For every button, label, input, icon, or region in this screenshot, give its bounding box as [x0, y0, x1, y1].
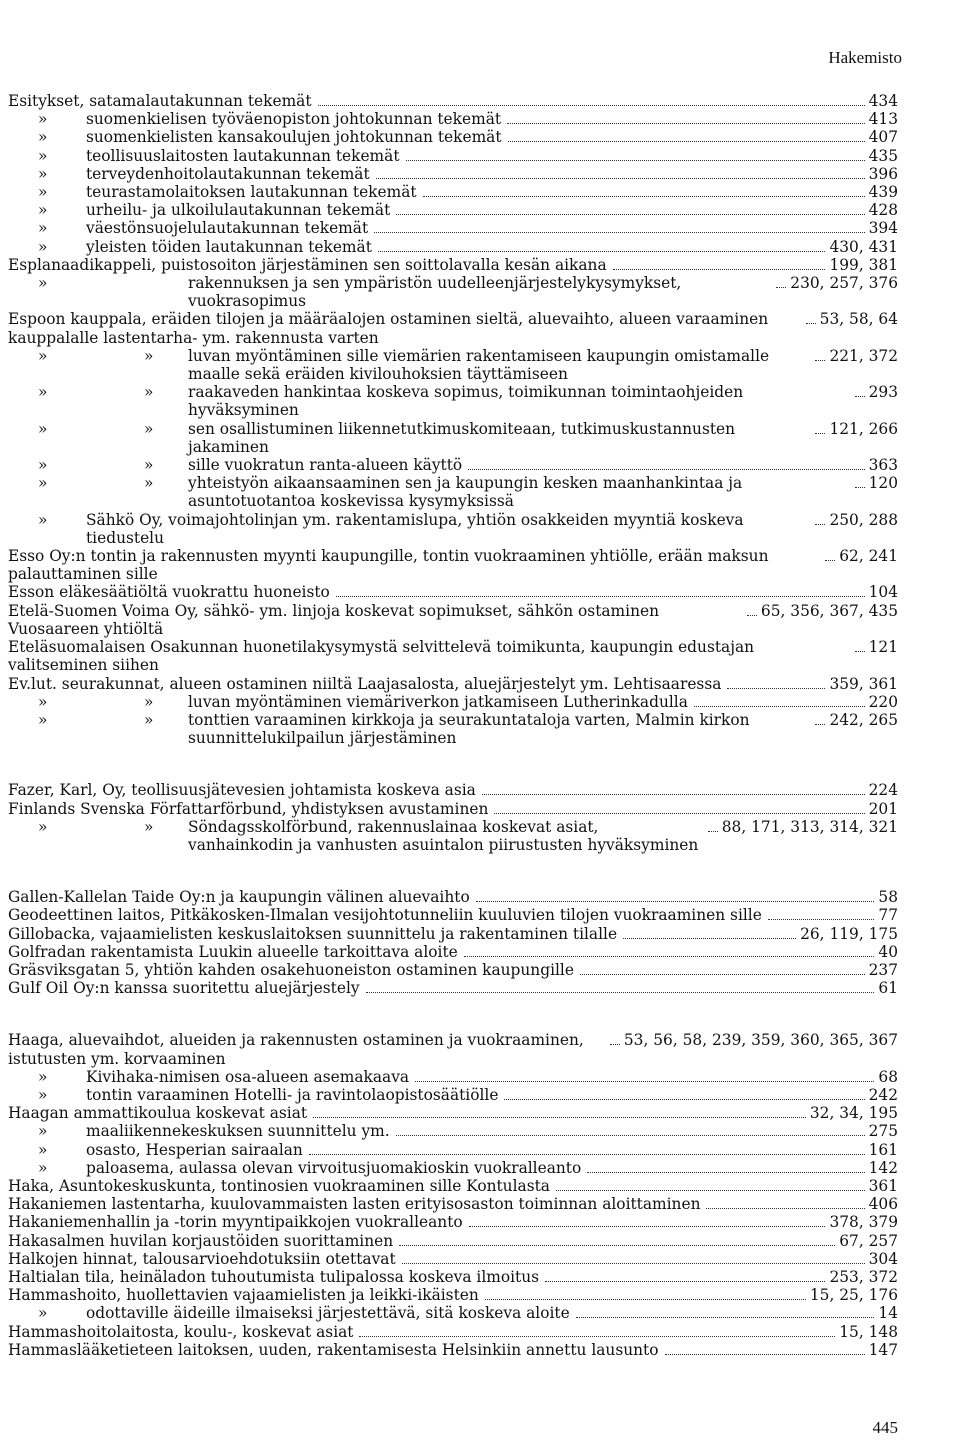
entry-text: väestönsuojelulautakunnan tekemät [86, 219, 369, 238]
entry-pages: 62, 241 [839, 547, 898, 566]
index-entry [8, 1268, 898, 1286]
entry-pages: 15, 25, 176 [809, 1286, 898, 1305]
entry-text: paloasema, aulassa olevan virvoitusjuomakioskin vuokralleanto [86, 1158, 582, 1177]
entry-pages: 220 [868, 692, 898, 711]
index-entry [8, 583, 898, 601]
entry-pages: 121 [868, 638, 898, 657]
index-entry [8, 147, 898, 165]
dot-leader [318, 105, 865, 106]
entry-pages: 224 [868, 781, 898, 800]
dot-leader [396, 214, 864, 215]
entry-pages: 407 [868, 128, 898, 147]
ditto-mark: » [38, 110, 48, 129]
entry-text: Eteläsuomalaisen Osakunnan huonetilakysymystä selvittelevä toimikunta, kaupungin edustajan valitseminen siihen [8, 638, 755, 675]
ditto-mark: » [38, 1067, 48, 1086]
dot-leader [587, 1172, 864, 1173]
dot-leader [504, 1099, 864, 1100]
dot-leader [494, 813, 864, 814]
ditto-mark: » [144, 817, 154, 836]
ditto-mark: » [144, 474, 154, 493]
index-block [8, 781, 898, 854]
dot-leader [378, 251, 826, 252]
entry-text: Geodeettinen laitos, Pitkäkosken-Ilmalan vesijohtotunneliin kuuluvien tilojen vuokraaminen sille [8, 906, 762, 925]
dot-leader [485, 1299, 806, 1300]
index-entry [8, 1031, 898, 1067]
entry-text: Hammashoito, huollettavien vajaamielisten ja leikki-ikäisten [8, 1286, 479, 1305]
dot-leader [468, 469, 864, 470]
dot-leader [815, 433, 825, 434]
ditto-mark: » [38, 1122, 48, 1141]
entry-pages: 242, 265 [829, 710, 898, 729]
index-entry [8, 1250, 898, 1268]
dot-leader [469, 1226, 826, 1227]
dot-leader [855, 396, 865, 397]
entry-pages: 58 [878, 888, 898, 907]
entry-text: yleisten töiden lautakunnan tekemät [86, 237, 372, 256]
entry-text: Golfradan rakentamista Luukin alueelle tarkoittava aloite [8, 942, 458, 961]
entry-text: teurastamolaitoksen lautakunnan tekemät [86, 183, 417, 202]
index-entry [8, 128, 898, 146]
entry-text: odottaville äideille ilmaiseksi järjestettävä, sitä koskeva aloite [86, 1304, 570, 1323]
entry-pages: 253, 372 [829, 1267, 898, 1286]
ditto-mark: » [38, 1304, 48, 1323]
entry-text: suomenkielisen työväenopiston johtokunnan tekemät [86, 110, 502, 129]
entry-pages: 250, 288 [829, 510, 898, 529]
entry-text: Hakaniemen lastentarha, kuulovammaisten lasten erityisosaston toiminnan aloittaminen [8, 1195, 701, 1214]
entry-pages: 394 [868, 219, 898, 238]
entry-pages: 406 [868, 1195, 898, 1214]
entry-pages: 435 [868, 146, 898, 165]
entry-pages: 237 [868, 960, 898, 979]
entry-pages: 14 [878, 1304, 898, 1323]
index-entry [8, 256, 898, 274]
entry-text: osasto, Hesperian sairaalan [86, 1140, 303, 1159]
ditto-mark: » [38, 474, 48, 493]
index-entry [8, 274, 898, 310]
entry-text: Esitykset, satamalautakunnan tekemät [8, 92, 312, 110]
entry-pages: 293 [868, 383, 898, 402]
ditto-mark: » [38, 1158, 48, 1177]
dot-leader [482, 794, 865, 795]
entry-pages: 65, 356, 367, 435 [760, 601, 898, 620]
dot-leader [815, 524, 825, 525]
entry-pages: 53, 58, 64 [819, 310, 898, 329]
entry-text: Hammaslääketieteen laitoksen, uuden, rakentamisesta Helsinkiin annettu lausunto [8, 1340, 659, 1359]
dot-leader [402, 1263, 865, 1264]
dot-leader [727, 688, 825, 689]
entry-pages: 359, 361 [829, 674, 898, 693]
entry-text: Gulf Oil Oy:n kanssa suoritettu aluejärjestely [8, 979, 360, 998]
index-block [8, 888, 898, 997]
index-entry [8, 456, 898, 474]
entry-text: Hammashoitolaitosta, koulu-, koskevat asiat [8, 1322, 354, 1341]
entry-text: suomenkielisten kansakoulujen johtokunnan tekemät [86, 128, 502, 147]
entry-text: Esso Oy:n tontin ja rakennusten myynti kaupungille, tontin vuokraaminen yhtiölle, erään maksun palauttaminen sille [8, 547, 769, 584]
index-entry [8, 92, 898, 110]
dot-leader [768, 919, 875, 920]
dot-leader [508, 141, 865, 142]
entry-pages: 26, 119, 175 [800, 924, 898, 943]
index-entry [8, 1159, 898, 1177]
entry-pages: 199, 381 [829, 255, 898, 274]
dot-leader [576, 1317, 875, 1318]
entry-text: maaliikennekeskuksen suunnittelu ym. [86, 1122, 390, 1141]
ditto-mark: » [38, 201, 48, 220]
dot-leader [613, 269, 826, 270]
ditto-mark: » [38, 1085, 48, 1104]
index-entry [8, 420, 898, 456]
entry-pages: 275 [868, 1122, 898, 1141]
dot-leader [580, 974, 865, 975]
ditto-mark: » [38, 346, 48, 365]
entry-pages: 147 [868, 1340, 898, 1359]
entry-text: Hakaniemenhallin ja -torin myyntipaikkojen vuokralleanto [8, 1213, 463, 1232]
entry-text: Haaga, aluevaihdot, alueiden ja rakennusten ostaminen ja vuokraaminen, istutusten ym. korvaaminen [8, 1031, 584, 1068]
entry-text: teollisuuslaitosten lautakunnan tekemät [86, 146, 400, 165]
index-entry [8, 693, 898, 711]
entry-text: raakaveden hankintaa koskeva sopimus, toimikunnan toimintaohjeiden hyväksyminen [188, 383, 744, 420]
entry-pages: 230, 257, 376 [790, 274, 898, 293]
dot-leader [423, 196, 865, 197]
dot-leader [708, 831, 718, 832]
entry-pages: 61 [878, 979, 898, 998]
index-list [8, 92, 898, 1393]
entry-text: terveydenhoitolautakunnan tekemät [86, 164, 370, 183]
index-entry [8, 165, 898, 183]
page-number: 445 [872, 1418, 898, 1437]
index-entry [8, 906, 898, 924]
index-entry [8, 961, 898, 979]
entry-text: yhteistyön aikaansaaminen sen ja kaupungin kesken maanhankintaa ja asuntotuotantoa koskevissa kysymyksissä [188, 474, 743, 511]
index-entry [8, 1122, 898, 1140]
ditto-mark: » [144, 383, 154, 402]
dot-leader [556, 1190, 865, 1191]
entry-text: Gräsviksgatan 5, yhtiön kahden osakehuoneiston ostaminen kaupungille [8, 960, 574, 979]
index-entry [8, 474, 898, 510]
entry-text: Ev.lut. seurakunnat, alueen ostaminen niiltä Laajasalosta, aluejärjestelyt ym. Lehtisaaressa [8, 674, 722, 693]
index-entry [8, 1068, 898, 1086]
index-block [8, 1031, 898, 1359]
dot-leader [399, 1245, 835, 1246]
index-entry [8, 1213, 898, 1231]
entry-pages: 430, 431 [829, 237, 898, 256]
dot-leader [855, 651, 865, 652]
ditto-mark: » [38, 128, 48, 147]
dot-leader [806, 323, 816, 324]
entry-text: tontin varaaminen Hotelli- ja ravintolaopistosäätiölle [86, 1085, 499, 1104]
entry-text: urheilu- ja ulkoilulautakunnan tekemät [86, 201, 391, 220]
entry-pages: 434 [868, 92, 898, 110]
ditto-mark: » [144, 692, 154, 711]
index-entry [8, 1141, 898, 1159]
index-entry [8, 1304, 898, 1322]
entry-pages: 40 [878, 942, 898, 961]
ditto-mark: » [144, 710, 154, 729]
index-entry [8, 711, 898, 747]
entry-pages: 53, 56, 58, 239, 359, 360, 365, 367 [623, 1031, 898, 1050]
dot-leader [825, 560, 835, 561]
index-entry [8, 781, 898, 799]
ditto-mark: » [38, 383, 48, 402]
index-entry [8, 310, 898, 346]
entry-text: Halkojen hinnat, talousarvioehdotuksiin otettavat [8, 1249, 396, 1268]
dot-leader [776, 287, 786, 288]
entry-text: Kivihaka-nimisen osa-alueen asemakaava [86, 1067, 410, 1086]
entry-pages: 67, 257 [839, 1231, 898, 1250]
entry-text: Söndagsskolförbund, rakennuslainaa koskevat asiat, vanhainkodin ja vanhusten asuintalon piirustusten hyväksyminen [188, 817, 699, 854]
index-entry [8, 800, 898, 818]
dot-leader [406, 160, 865, 161]
entry-text: rakennuksen ja sen ympäristön uudelleenjärjestelykysymykset, vuokrasopimus [188, 274, 682, 311]
dot-leader [366, 992, 875, 993]
index-entry [8, 818, 898, 854]
ditto-mark: » [38, 510, 48, 529]
dot-leader [610, 1044, 620, 1045]
dot-leader [374, 232, 864, 233]
index-entry [8, 547, 898, 583]
entry-pages: 120 [868, 474, 898, 493]
ditto-mark: » [38, 237, 48, 256]
dot-leader [336, 596, 865, 597]
index-entry [8, 1323, 898, 1341]
entry-text: tonttien varaaminen kirkkoja ja seurakuntataloja varten, Malmin kirkon suunnittelukilpailun järjestäminen [188, 710, 750, 748]
entry-pages: 161 [868, 1140, 898, 1159]
entry-text: Haka, Asuntokeskuskunta, tontinosien vuokraaminen sille Kontulasta [8, 1176, 550, 1195]
entry-text: Fazer, Karl, Oy, teollisuusjätevesien johtamista koskeva asia [8, 781, 476, 800]
entry-pages: 378, 379 [829, 1213, 898, 1232]
index-entry [8, 1104, 898, 1122]
entry-text: Sähkö Oy, voimajohtolinjan ym. rakentamislupa, yhtiön osakkeiden myyntiä koskeva tiedustelu [86, 510, 744, 547]
dot-leader [665, 1354, 865, 1355]
dot-leader [855, 487, 865, 488]
index-entry [8, 1286, 898, 1304]
index-entry [8, 1177, 898, 1195]
dot-leader [476, 901, 875, 902]
ditto-mark: » [38, 164, 48, 183]
entry-text: sen osallistuminen liikennetutkimuskomiteaan, tutkimuskustannusten jakaminen [188, 419, 736, 456]
index-entry [8, 183, 898, 201]
ditto-mark: » [38, 692, 48, 711]
dot-leader [815, 360, 825, 361]
entry-pages: 221, 372 [829, 346, 898, 365]
entry-pages: 439 [868, 183, 898, 202]
entry-text: Finlands Svenska Författarförbund, yhdistyksen avustaminen [8, 799, 489, 818]
entry-pages: 396 [868, 164, 898, 183]
entry-pages: 142 [868, 1158, 898, 1177]
ditto-mark: » [144, 456, 154, 475]
index-entry [8, 888, 898, 906]
entry-pages: 68 [878, 1067, 898, 1086]
entry-text: Haltialan tila, heinäladon tuhoutumista tulipalossa koskeva ilmoitus [8, 1267, 540, 1286]
index-entry [8, 1341, 898, 1359]
index-entry [8, 1195, 898, 1213]
entry-text: luvan myöntäminen sille viemärien rakentamiseen kaupungin omistamalle maalle sekä eräiden kivilouhoksien täyttämiseen [188, 346, 770, 384]
dot-leader [507, 123, 865, 124]
entry-pages: 15, 148 [839, 1322, 898, 1341]
index-entry [8, 1232, 898, 1250]
ditto-mark: » [144, 419, 154, 438]
index-entry [8, 201, 898, 219]
dot-leader [815, 724, 825, 725]
index-entry [8, 347, 898, 383]
dot-leader [747, 615, 757, 616]
entry-pages: 32, 34, 195 [809, 1104, 898, 1123]
dot-leader [545, 1281, 825, 1282]
index-entry [8, 638, 898, 674]
entry-text: Hakasalmen huvilan korjaustöiden suorittaminen [8, 1231, 394, 1250]
entry-pages: 201 [868, 799, 898, 818]
index-entry [8, 238, 898, 256]
ditto-mark: » [144, 346, 154, 365]
index-entry [8, 511, 898, 547]
dot-leader [706, 1208, 864, 1209]
ditto-mark: » [38, 710, 48, 729]
page-header: Hakemisto [828, 48, 902, 67]
dot-leader [464, 956, 875, 957]
entry-pages: 413 [868, 110, 898, 129]
index-entry [8, 110, 898, 128]
entry-text: Haagan ammattikoulua koskevat asiat [8, 1104, 308, 1123]
entry-text: Espoon kauppala, eräiden tilojen ja määräalojen ostaminen sieltä, aluevaihto, alueen varaaminen kauppalalle lastentarha- ym. rakennusta varten [8, 310, 769, 347]
dot-leader [313, 1117, 806, 1118]
ditto-mark: » [38, 219, 48, 238]
ditto-mark: » [38, 183, 48, 202]
entry-pages: 361 [868, 1176, 898, 1195]
entry-text: Gillobacka, vajaamielisten keskuslaitoksen suunnittelu ja rakentaminen tilalle [8, 924, 618, 943]
index-entry [8, 1086, 898, 1104]
ditto-mark: » [38, 817, 48, 836]
entry-pages: 104 [868, 583, 898, 602]
entry-text: Esplanaadikappeli, puistosoiton järjestäminen sen soittolavalla kesän aikana [8, 255, 607, 274]
index-entry [8, 925, 898, 943]
dot-leader [376, 178, 865, 179]
dot-leader [415, 1081, 874, 1082]
entry-pages: 363 [868, 456, 898, 475]
dot-leader [396, 1135, 865, 1136]
dot-leader [309, 1154, 865, 1155]
ditto-mark: » [38, 274, 48, 293]
entry-text: Gallen-Kallelan Taide Oy:n ja kaupungin välinen aluevaihto [8, 888, 470, 907]
ditto-mark: » [38, 146, 48, 165]
entry-text: Etelä-Suomen Voima Oy, sähkö- ym. linjoja koskevat sopimukset, sähkön ostaminen Vuosaareen yhtiöltä [8, 601, 660, 638]
entry-text: Esson eläkesäätiöltä vuokrattu huoneisto [8, 583, 330, 602]
entry-text: luvan myöntäminen viemäriverkon jatkamiseen Lutherinkadulla [188, 692, 688, 711]
index-block [8, 92, 898, 747]
index-entry [8, 602, 898, 638]
dot-leader [694, 706, 865, 707]
entry-pages: 304 [868, 1249, 898, 1268]
index-entry [8, 943, 898, 961]
index-entry [8, 219, 898, 237]
index-entry [8, 979, 898, 997]
ditto-mark: » [38, 1140, 48, 1159]
entry-pages: 242 [868, 1085, 898, 1104]
entry-pages: 121, 266 [829, 419, 898, 438]
ditto-mark: » [38, 456, 48, 475]
index-entry [8, 675, 898, 693]
entry-text: sille vuokratun ranta-alueen käyttö [188, 456, 463, 475]
entry-pages: 77 [878, 906, 898, 925]
entry-pages: 88, 171, 313, 314, 321 [721, 817, 898, 836]
dot-leader [359, 1336, 835, 1337]
index-entry [8, 383, 898, 419]
dot-leader [623, 938, 796, 939]
entry-pages: 428 [868, 201, 898, 220]
ditto-mark: » [38, 419, 48, 438]
